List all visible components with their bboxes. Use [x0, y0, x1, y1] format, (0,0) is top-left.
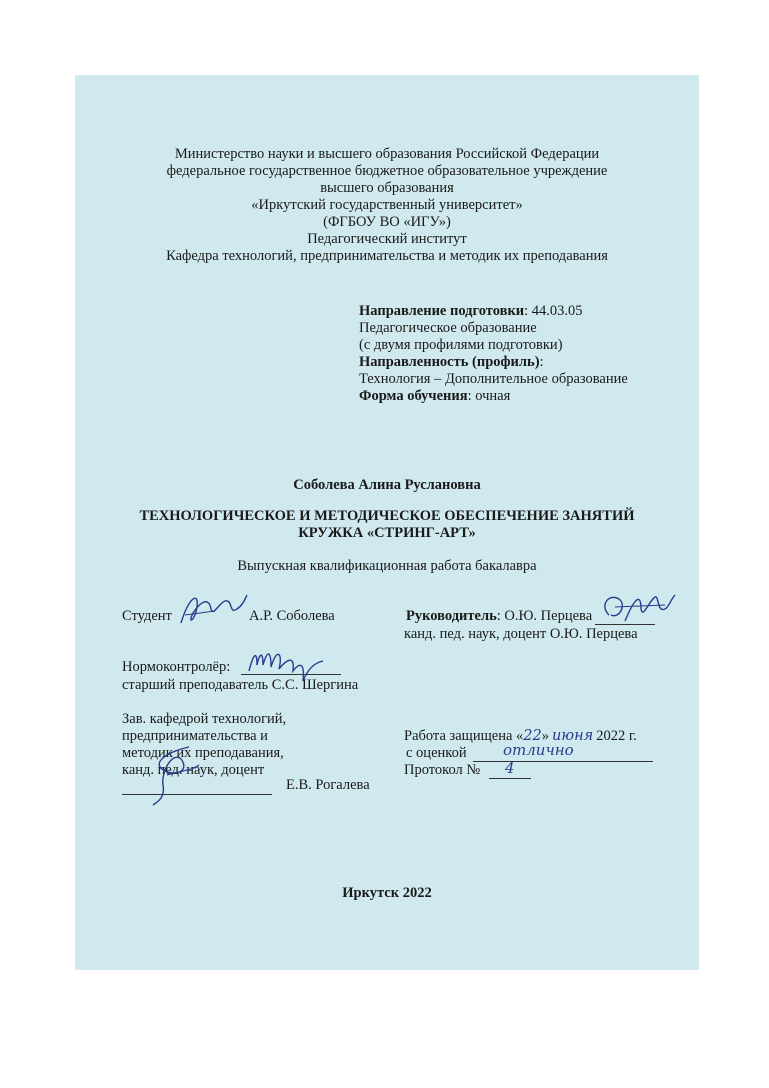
grade-value: отлично	[503, 741, 574, 759]
header-line: (ФГБОУ ВО «ИГУ»)	[323, 214, 451, 230]
document-page	[75, 75, 699, 970]
author-name: Соболева Алина Руслановна	[293, 477, 481, 493]
thesis-title-line: КРУЖКА «СТРИНГ-АРТ»	[298, 525, 476, 541]
head-line: методик их преподавания,	[122, 745, 284, 761]
direction-note: (с двумя профилями подготовки)	[359, 337, 563, 353]
head-signature	[139, 741, 209, 807]
supervisor-signature	[595, 587, 677, 627]
student-name: А.Р. Соболева	[249, 608, 335, 624]
form-label: Форма обучения	[359, 388, 468, 404]
defense-mid: »	[541, 728, 549, 744]
header-line: федеральное государственное бюджетное образовательное учреждение	[166, 163, 608, 179]
supervisor-degree: канд. пед. наук, доцент О.Ю. Перцева	[404, 626, 638, 642]
defense-year: 2022 г.	[596, 728, 637, 744]
direction-name: Педагогическое образование	[359, 320, 537, 336]
program-block	[359, 303, 628, 405]
direction-label: Направление подготовки	[359, 303, 525, 319]
student-label: Студент	[122, 608, 172, 624]
header-line: «Иркутский государственный университет»	[251, 197, 523, 213]
head-line: Зав. кафедрой технологий,	[122, 711, 287, 727]
supervisor-label: Руководитель	[406, 608, 497, 624]
supervisor-line	[406, 608, 592, 625]
protocol-line	[489, 778, 531, 779]
header-line: высшего образования	[320, 180, 454, 196]
grade-line	[473, 761, 653, 762]
direction-code: : 44.03.05	[524, 303, 583, 319]
defense-month: июня	[551, 728, 594, 744]
grade-label: с оценкой	[406, 745, 467, 761]
defense-day: 22	[523, 728, 542, 744]
defense-prefix: Работа защищена «	[404, 728, 524, 744]
header-line: Министерство науки и высшего образования Российской Федерации	[174, 146, 600, 162]
header-line: Кафедра технологий, предпринимательства и методик их преподавания	[166, 248, 608, 264]
normcontrol-position: старший преподаватель С.С. Шергина	[122, 677, 359, 693]
profile-colon: :	[539, 354, 544, 370]
student-signature	[175, 587, 251, 631]
work-type: Выпускная квалификационная работа бакалавра	[237, 558, 537, 574]
header-line: Педагогический институт	[307, 231, 467, 247]
protocol-value: 4	[505, 759, 515, 777]
profile-value: Технология – Дополнительное образование	[359, 371, 628, 387]
head-line: канд. пед. наук, доцент	[122, 762, 265, 778]
head-line: предпринимательства и	[122, 728, 268, 744]
footer-city-year: Иркутск 2022	[342, 885, 432, 901]
header-block	[75, 146, 699, 265]
head-name: Е.В. Рогалева	[286, 777, 370, 793]
normcontrol-label: Нормоконтролёр:	[122, 659, 231, 675]
supervisor-name: : О.Ю. Перцева	[496, 608, 593, 624]
form-value: : очная	[467, 388, 511, 404]
protocol-label: Протокол №	[404, 762, 481, 778]
profile-label: Направленность (профиль)	[359, 354, 540, 370]
thesis-title-line: ТЕХНОЛОГИЧЕСКОЕ И МЕТОДИЧЕСКОЕ ОБЕСПЕЧЕНИЕ ЗАНЯТИЙ	[139, 508, 635, 524]
thesis-title	[75, 508, 699, 542]
